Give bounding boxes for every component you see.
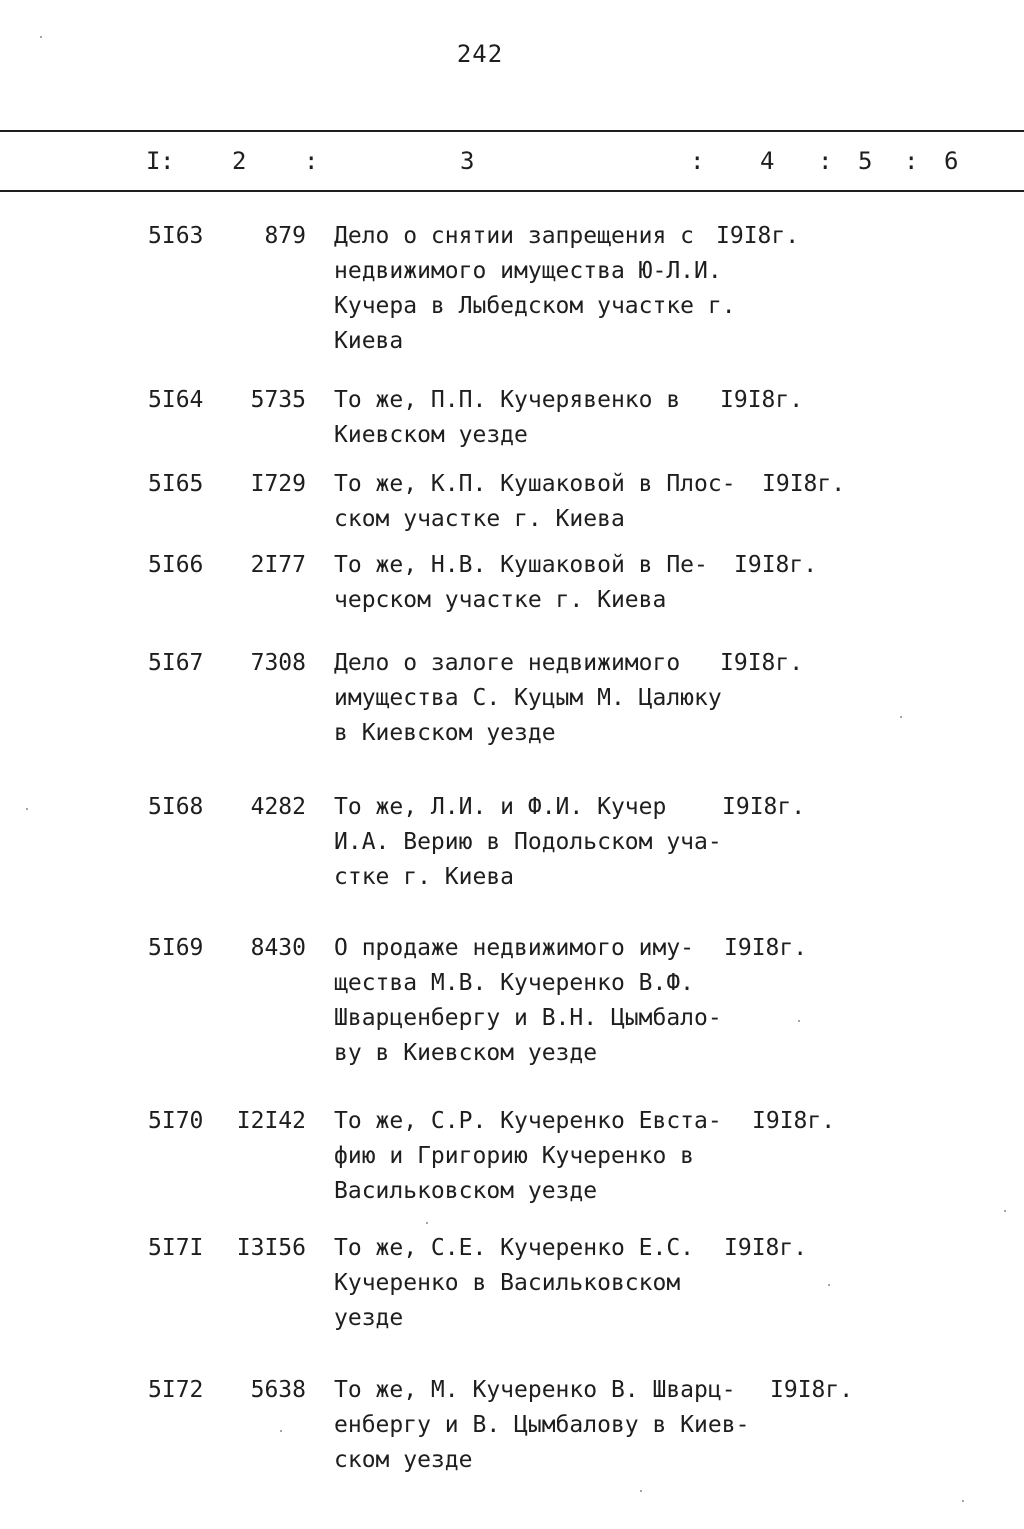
record-date: I9I8г.	[716, 223, 800, 249]
description-line: Дело о снятии запрещения с	[334, 223, 695, 249]
description-line: щества М.В. Кучеренко В.Ф.	[334, 970, 695, 996]
description-line: стке г. Киева	[334, 864, 515, 890]
record-date: I9I8г.	[722, 794, 806, 820]
scan-speck	[798, 1020, 800, 1022]
description-line: ском уезде	[334, 1447, 473, 1473]
description-line: недвижимого имущества Ю-Л.И.	[334, 258, 722, 284]
record-date: I9I8г.	[720, 387, 804, 413]
description-line: То же, М. Кучеренко В. Шварц-	[334, 1377, 736, 1403]
description-line: То же, К.П. Кушаковой в Плос-	[334, 471, 736, 497]
header-bottom-rule	[0, 190, 1024, 192]
description-line: То же, Н.В. Кушаковой в Пе-	[334, 552, 708, 578]
column-header-6: 6	[944, 147, 959, 175]
description-line: И.А. Верию в Подольском уча-	[334, 829, 722, 855]
record-code: 2I77	[250, 552, 306, 578]
record-number: 5I65	[148, 471, 204, 497]
column-separator: :	[818, 147, 833, 175]
description-line: Дело о залоге недвижимого	[334, 650, 681, 676]
record-description	[334, 219, 754, 359]
description-line: Шварценбергу и В.Н. Цымбало-	[334, 1005, 722, 1031]
column-header-5: 5	[858, 147, 873, 175]
description-line: То же, Л.И. и Ф.И. Кучер	[334, 794, 667, 820]
record-description	[334, 931, 754, 1071]
column-separator: :	[160, 147, 175, 175]
record-description	[334, 790, 754, 895]
record-code: 8430	[250, 935, 306, 961]
record-description	[334, 646, 754, 751]
record-date: I9I8г.	[752, 1108, 836, 1134]
record-description	[334, 467, 754, 537]
record-description	[334, 1231, 754, 1336]
description-line: имущества С. Куцым М. Цалюку	[334, 685, 722, 711]
record-code: 5638	[250, 1377, 306, 1403]
record-number: 5I67	[148, 650, 204, 676]
record-description	[334, 548, 754, 618]
record-code: 5735	[250, 387, 306, 413]
record-code: 7308	[250, 650, 306, 676]
description-line: Киева	[334, 328, 404, 354]
record-number: 5I70	[148, 1108, 204, 1134]
record-number: 5I64	[148, 387, 204, 413]
column-header-2: 2	[232, 147, 247, 175]
record-code: I3I56	[236, 1235, 306, 1261]
record-description	[334, 1373, 754, 1478]
record-number: 5I72	[148, 1377, 204, 1403]
record-date: I9I8г.	[720, 650, 804, 676]
record-date: I9I8г.	[734, 552, 818, 578]
column-header-3: 3	[460, 147, 475, 175]
record-number: 5I66	[148, 552, 204, 578]
scan-speck	[426, 1222, 428, 1224]
record-date: I9I8г.	[762, 471, 846, 497]
record-number: 5I69	[148, 935, 204, 961]
description-line: енбергу и В. Цымбалову в Киев-	[334, 1412, 750, 1438]
description-line: ву в Киевском уезде	[334, 1040, 598, 1066]
scan-speck	[280, 1430, 282, 1432]
description-line: уезде	[334, 1305, 404, 1331]
record-description	[334, 1104, 754, 1209]
column-header-4: 4	[760, 147, 775, 175]
description-line: О продаже недвижимого иму-	[334, 935, 695, 961]
description-line: Кучера в Лыбедском участке г.	[334, 293, 736, 319]
scan-speck	[26, 808, 28, 810]
record-date: I9I8г.	[724, 1235, 808, 1261]
scan-speck	[1004, 1210, 1006, 1212]
scan-speck	[900, 716, 902, 718]
record-code: 879	[264, 223, 306, 249]
description-line: черском участке г. Киева	[334, 587, 667, 613]
description-line: Васильковском уезде	[334, 1178, 598, 1204]
record-number: 5I63	[148, 223, 204, 249]
description-line: в Киевском уезде	[334, 720, 556, 746]
description-line: ском участке г. Киева	[334, 506, 625, 532]
record-number: 5I68	[148, 794, 204, 820]
description-line: фию и Григорию Кучеренко в	[334, 1143, 695, 1169]
record-date: I9I8г.	[770, 1377, 854, 1403]
record-number: 5I7I	[148, 1235, 204, 1261]
column-separator: :	[690, 147, 705, 175]
record-code: I2I42	[236, 1108, 306, 1134]
column-separator: :	[904, 147, 919, 175]
record-code: 4282	[250, 794, 306, 820]
header-top-rule	[0, 130, 1024, 132]
column-header-1: I	[146, 147, 161, 175]
record-description	[334, 383, 754, 453]
description-line: Кучеренко в Васильковском	[334, 1270, 681, 1296]
description-line: Киевском уезде	[334, 422, 528, 448]
scan-speck	[828, 1284, 830, 1286]
record-date: I9I8г.	[724, 935, 808, 961]
column-separator: :	[304, 147, 319, 175]
description-line: То же, С.Е. Кучеренко Е.С.	[334, 1235, 695, 1261]
description-line: То же, П.П. Кучерявенко в	[334, 387, 681, 413]
scan-speck	[640, 1490, 642, 1492]
description-line: То же, С.Р. Кучеренко Евста-	[334, 1108, 722, 1134]
scan-speck	[40, 36, 42, 38]
record-code: I729	[250, 471, 306, 497]
page-number: 242	[456, 40, 504, 68]
scan-speck	[962, 1500, 964, 1502]
